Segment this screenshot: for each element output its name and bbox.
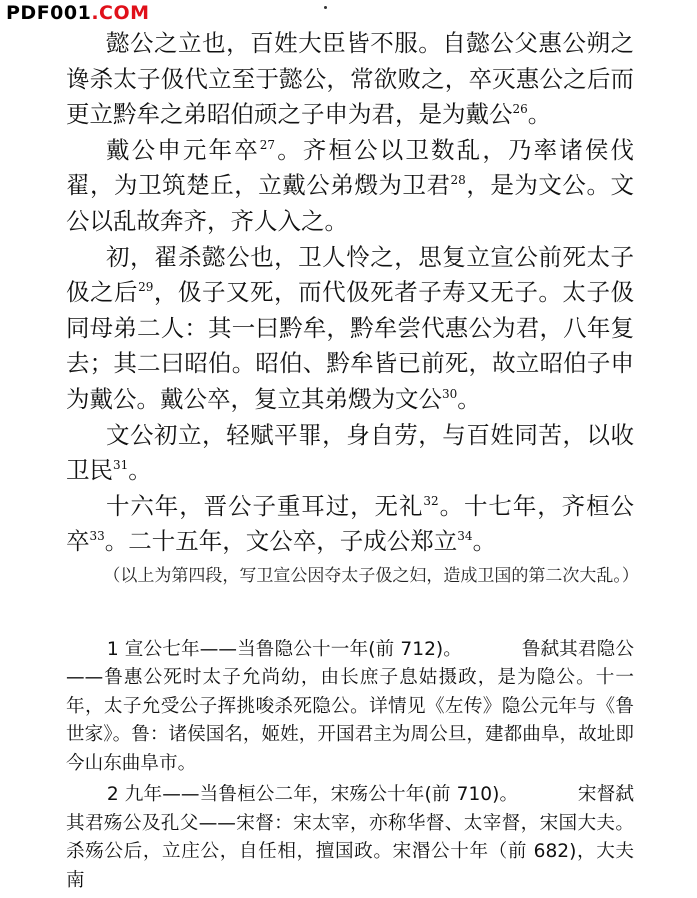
text-run: 初，翟杀懿公也，卫人怜之，思复立宣公前死太子伋之后 (66, 242, 634, 307)
watermark-suffix: .COM (91, 2, 150, 24)
text-run: ，是为文公。文公以乱故奔齐，齐人入之。 (66, 171, 634, 235)
text-run: 戴公申元年卒 (105, 135, 260, 164)
text-run: 。齐桓公以卫数乱，乃率诸侯伐翟，为卫筑楚丘，立戴公弟燬为卫君 (66, 135, 635, 200)
text-run: 。 (527, 100, 552, 129)
page-content (66, 26, 639, 898)
text-run: 。 (457, 384, 481, 413)
footnote (66, 781, 634, 895)
footnotes (66, 636, 634, 896)
footnote-body: 宋督弑其君殇公及孔父——宋督：宋太宰，亦称华督、太宰督，宋国大夫。杀殇公后，立庄公，自任相，擅国政。宋湣公十年（前 682)，大夫南 (66, 784, 634, 891)
footnote-ref: 31 (113, 458, 129, 473)
site-watermark (6, 2, 150, 24)
text-run: 懿公之立也，百姓大臣皆不服。自懿公父惠公朔之谗杀太子伋代立至于懿公，常欲败之，卒灭惠公之后而更立黔牟之弟昭伯顽之子申为君，是为戴公 (66, 29, 634, 129)
footnote-ref: 27 (259, 137, 276, 152)
watermark-prefix: PDF001 (6, 2, 92, 24)
footnote-body: 鲁弑其君隐公——鲁惠公死时太子允尚幼，由长庶子息姑摄政，是为隐公。十一年，太子允受公子挥挑唆杀死隐公。详情见《左传》隐公元年与《鲁世家》。鲁：诸侯国名，姬姓，开国君主为周公旦，建都曲阜，故址即今山东曲阜市。 (66, 638, 634, 774)
footnote-ref: 28 (450, 173, 466, 188)
footnote-ref: 32 (423, 493, 439, 508)
footnote-ref: 30 (442, 386, 458, 401)
footnote-ref: 33 (89, 529, 105, 544)
text-run: 。十七年，齐桓公卒 (66, 491, 635, 556)
section-summary: （以上为第四段，写卫宣公因夺太子伋之妇，造成卫国的第二次大乱。） (103, 565, 639, 586)
footnote-ref: 34 (457, 529, 473, 544)
footnote (66, 636, 634, 779)
text-run: 。 (128, 456, 152, 485)
text-run: 。 (472, 527, 497, 556)
text-run: 。二十五年，文公卒，子成公郑立 (104, 527, 458, 556)
footnote-head: 1 宣公七年——当鲁隐公十一年(前 712)。 (106, 638, 463, 660)
paragraph (66, 489, 634, 560)
paragraph (66, 133, 634, 240)
paragraph (66, 240, 634, 418)
scan-dot (324, 6, 327, 9)
text-run: ，伋子又死，而代伋死者子寿又无子。太子伋同母弟二人：其一曰黔牟，黔牟尝代惠公为君，八年复去；其二曰昭伯。昭伯、黔牟皆已前死，故立昭伯子申为戴公。戴公卒，复立其弟燬为文公 (66, 278, 634, 413)
paragraph (66, 418, 634, 489)
main-text (66, 26, 634, 560)
footnote-head: 2 九年——当鲁桓公二年，宋殇公十年(前 710)。 (106, 784, 519, 806)
footnote-ref: 26 (512, 102, 528, 117)
footnote-ref: 29 (138, 280, 154, 295)
text-run: 十六年，晋公子重耳过，无礼 (105, 491, 424, 520)
text-run: 文公初立，轻赋平罪，身自劳，与百姓同苦，以收卫民 (66, 420, 634, 485)
paragraph (66, 26, 634, 133)
